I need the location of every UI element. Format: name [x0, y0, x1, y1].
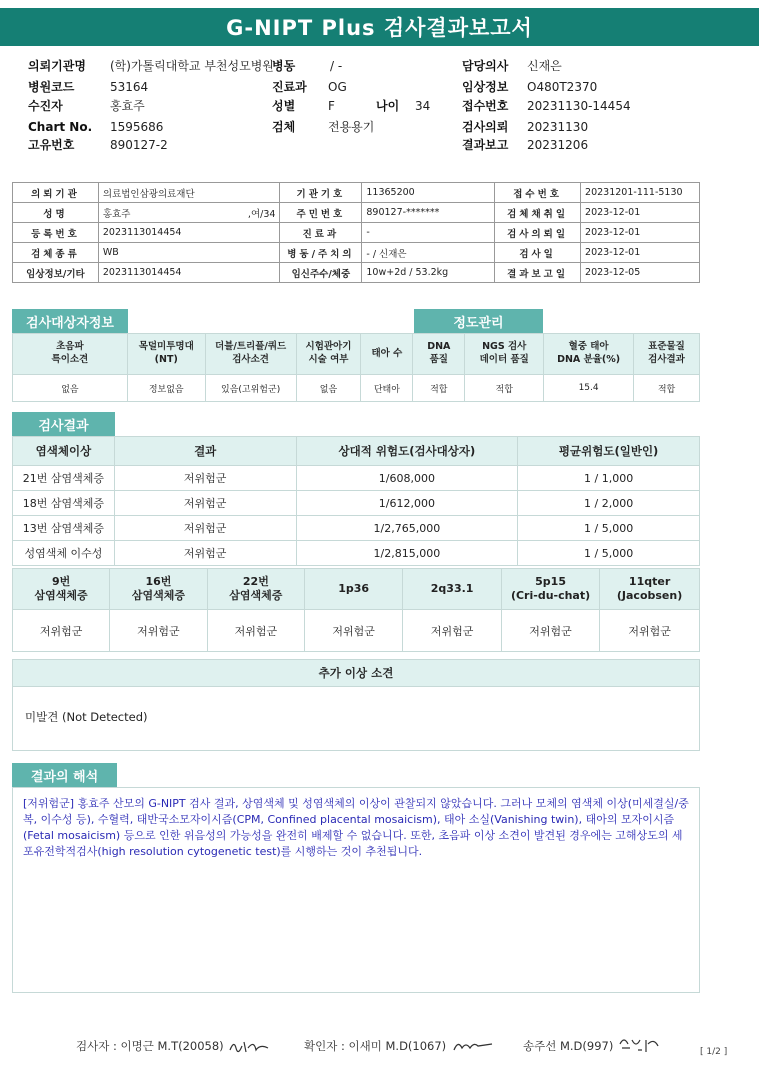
subject-value-cell: 적합: [413, 375, 465, 402]
subject-value-cell: 적합: [634, 375, 700, 402]
info-value: 11365200: [362, 183, 495, 203]
subject-value-cell: 정보없음: [127, 375, 205, 402]
header-value: (학)가톨릭대학교 부천성모병원: [110, 59, 274, 73]
header-label: 병원코드: [28, 80, 75, 94]
header-value: 홍효주: [110, 99, 145, 113]
subject-value-cell: 있음(고위험군): [205, 375, 296, 402]
header-label: 수진자: [28, 99, 63, 113]
additional-findings-text: 미발견 (Not Detected): [25, 710, 148, 724]
subject-value-cell: 15.4: [544, 375, 634, 402]
info-value: WB: [98, 243, 280, 263]
info-label: 기관기호: [280, 183, 362, 203]
header-value: 20231130: [527, 120, 589, 134]
result-cell: 성염색체 이수성: [13, 541, 115, 566]
subject-header-cell: 표준물질 검사결과: [634, 334, 700, 375]
microdeletion-value-cell: 저위험군: [403, 610, 502, 652]
examiner-signature-icon: [228, 1036, 272, 1056]
header-label: 진료과: [272, 80, 307, 94]
microdeletion-header-cell: 5p15 (Cri-du-chat): [501, 569, 599, 610]
info-value: 2023-12-01: [581, 243, 700, 263]
subject-header-cell: 시험관아기 시술 여부: [296, 334, 361, 375]
info-row: [13, 263, 700, 283]
report-title: G-NIPT Plus 검사결과보고서: [0, 8, 759, 46]
result-cell: 1/2,765,000: [296, 516, 518, 541]
result-cell: 1/2,815,000: [296, 541, 518, 566]
info-label: 결과보고일: [495, 263, 581, 283]
subject-header-cell: NGS 검사 데이터 품질: [465, 334, 544, 375]
result-cell: 1 / 2,000: [518, 491, 700, 516]
subject-header-row: [13, 334, 700, 375]
subject-info-table: [12, 333, 700, 402]
info-label: 검사일: [495, 243, 581, 263]
info-label: 의뢰기관: [13, 183, 99, 203]
subject-value-row: [13, 375, 700, 402]
subject-header-cell: 태아 수: [361, 334, 413, 375]
info-value: 10w+2d / 53.2kg: [362, 263, 495, 283]
header-value: 1595686: [110, 120, 164, 134]
result-cell: 21번 삼염색체증: [13, 466, 115, 491]
microdeletion-header-cell: 9번 삼염색체증: [13, 569, 110, 610]
subject-value-cell: 없음: [296, 375, 361, 402]
microdeletion-header-cell: 11qter (Jacobsen): [600, 569, 700, 610]
info-value: [98, 203, 280, 223]
result-table: [12, 436, 700, 566]
subject-info-tab: 검사대상자정보: [12, 309, 128, 333]
microdeletion-value-cell: 저위험군: [501, 610, 599, 652]
subject-header-cell: 목덜미투명대 (NT): [127, 334, 205, 375]
info-value: 2023-12-01: [581, 203, 700, 223]
header-label: 병동: [272, 59, 296, 73]
info-value: 2023-12-01: [581, 223, 700, 243]
result-cell: 저위험군: [114, 491, 296, 516]
info-label: 접수번호: [495, 183, 581, 203]
header-label: 담당의사: [462, 59, 509, 73]
info-value: 890127-*******: [362, 203, 495, 223]
result-row: [13, 516, 700, 541]
result-cell: 1/608,000: [296, 466, 518, 491]
info-label: 등록번호: [13, 223, 99, 243]
info-label: 검체종류: [13, 243, 99, 263]
info-row: [13, 203, 700, 223]
header-value: 53164: [110, 80, 149, 94]
info-label: 진료과: [280, 223, 362, 243]
microdeletion-value-cell: 저위험군: [13, 610, 110, 652]
result-cell: 1/612,000: [296, 491, 518, 516]
examiner-text: 검사자 : 이명근 M.T(20058): [76, 1039, 224, 1053]
subject-header-cell: 더블/트리플/쿼드 검사소견: [205, 334, 296, 375]
info-value: - / 신재은: [362, 243, 495, 263]
result-cell: 1 / 5,000: [518, 516, 700, 541]
header-value: 전용용기: [328, 120, 375, 134]
confirmer-signature-icon: [452, 1036, 496, 1056]
additional-findings-title: 추가 이상 소견: [13, 660, 699, 687]
info-label: 임신주수/체중: [280, 263, 362, 283]
result-cell: 18번 삼염색체증: [13, 491, 115, 516]
subject-value-cell: 적합: [465, 375, 544, 402]
age-label: 나이: [376, 99, 400, 113]
microdeletion-table: [12, 568, 700, 652]
header-value: 890127-2: [110, 138, 168, 152]
info-label: 검체채취일: [495, 203, 581, 223]
patient-sex-age: ,여/34: [247, 208, 276, 220]
header-label: 접수번호: [462, 99, 509, 113]
microdeletion-value-cell: 저위험군: [207, 610, 304, 652]
patient-name: 홍효주: [102, 208, 131, 220]
result-row: [13, 541, 700, 566]
microdeletion-value-cell: 저위험군: [305, 610, 403, 652]
microdeletion-header-row: [13, 569, 700, 610]
header-value: 신재은: [527, 59, 562, 73]
result-tab: 검사결과: [12, 412, 115, 436]
result-cell: 저위험군: [114, 541, 296, 566]
microdeletion-value-row: [13, 610, 700, 652]
result-cell: 1 / 5,000: [518, 541, 700, 566]
patient-info-table: [12, 182, 700, 283]
additional-findings-box: [12, 659, 700, 751]
info-value: 2023113014454: [98, 223, 280, 243]
interpretation-tab: 결과의 해석: [12, 763, 117, 787]
info-row: [13, 243, 700, 263]
header-label: 성별: [272, 99, 296, 113]
result-cell: 1 / 1,000: [518, 466, 700, 491]
info-value: 2023-12-05: [581, 263, 700, 283]
subject-value-cell: 단태아: [361, 375, 413, 402]
header-value: 20231206: [527, 138, 589, 152]
info-row: [13, 183, 700, 203]
header-value: OG: [328, 80, 347, 94]
result-row: [13, 466, 700, 491]
result-header-cell: 결과: [114, 437, 296, 466]
subject-header-cell: DNA 품질: [413, 334, 465, 375]
confirmer-text: 확인자 : 이새미 M.D(1067): [304, 1039, 447, 1053]
info-row: [13, 223, 700, 243]
info-value: -: [362, 223, 495, 243]
result-header-row: [13, 437, 700, 466]
result-cell: 13번 삼염색체증: [13, 516, 115, 541]
header-label: 결과보고: [462, 138, 509, 152]
age-value: 34: [415, 99, 431, 113]
subject-header-cell: 초음파 특이소견: [13, 334, 128, 375]
header-value: / -: [330, 59, 343, 73]
info-label: 임상정보/기타: [13, 263, 99, 283]
microdeletion-value-cell: 저위험군: [110, 610, 207, 652]
microdeletion-header-cell: 1p36: [305, 569, 403, 610]
info-value: 의료법인삼광의료재단: [98, 183, 280, 203]
result-row: [13, 491, 700, 516]
info-value: 20231201-111-5130: [581, 183, 700, 203]
page-number: [ 1/2 ]: [700, 1047, 728, 1057]
interpretation-text: [저위험군] 홍효주 산모의 G-NIPT 검사 결과, 상염색체 및 성염색체의 이상이 관찰되지 않았습니다. 그러나 모체의 염색체 이상(미세결실/중복, 이수성 등), 수혈력, 태반국소모자이시즘(CPM, Confined placental mosaicism), 태아 소실(Vanishing twin), 태아의 모자이시즘(Fetal mosaicism) 등으로 인한 위음성의 가능성을 완전히 배제할 수 없습니다. 또한, 초음파 이상 소견이 발견된 경우에는 고해상도의 세포유전학적검사(high resolution cytogenetic test)를 시행하는 것이 추천됩니다.: [23, 797, 689, 858]
info-value: 2023113014454: [98, 263, 280, 283]
result-header-cell: 평균위험도(일반인): [518, 437, 700, 466]
info-label: 주민번호: [280, 203, 362, 223]
header-label: 검체: [272, 120, 296, 134]
header-label: 고유번호: [28, 138, 75, 152]
result-header-cell: 상대적 위험도(검사대상자): [296, 437, 518, 466]
info-label: 성명: [13, 203, 99, 223]
microdeletion-header-cell: 22번 삼염색체증: [207, 569, 304, 610]
result-header-cell: 염색체이상: [13, 437, 115, 466]
microdeletion-header-cell: 2q33.1: [403, 569, 502, 610]
header-label: 검사의뢰: [462, 120, 509, 134]
subject-header-cell: 혈중 태아 DNA 분율(%): [544, 334, 634, 375]
quality-control-tab: 정도관리: [414, 309, 543, 333]
info-label: 병동/주치의: [280, 243, 362, 263]
header-value: F: [328, 99, 335, 113]
header-value: O480T2370: [527, 80, 598, 94]
header-value: 20231130-14454: [527, 99, 631, 113]
header-label: 의뢰기관명: [28, 59, 86, 73]
result-cell: 저위험군: [114, 516, 296, 541]
header-label: Chart No.: [28, 120, 93, 134]
subject-value-cell: 없음: [13, 375, 128, 402]
microdeletion-header-cell: 16번 삼염색체증: [110, 569, 207, 610]
interpretation-box: [12, 787, 700, 993]
result-cell: 저위험군: [114, 466, 296, 491]
info-label: 검사의뢰일: [495, 223, 581, 243]
doctor-signature-icon: [618, 1034, 664, 1056]
doctor-text: 송주선 M.D(997): [523, 1039, 614, 1053]
microdeletion-value-cell: 저위험군: [600, 610, 700, 652]
header-label: 임상정보: [462, 80, 509, 94]
